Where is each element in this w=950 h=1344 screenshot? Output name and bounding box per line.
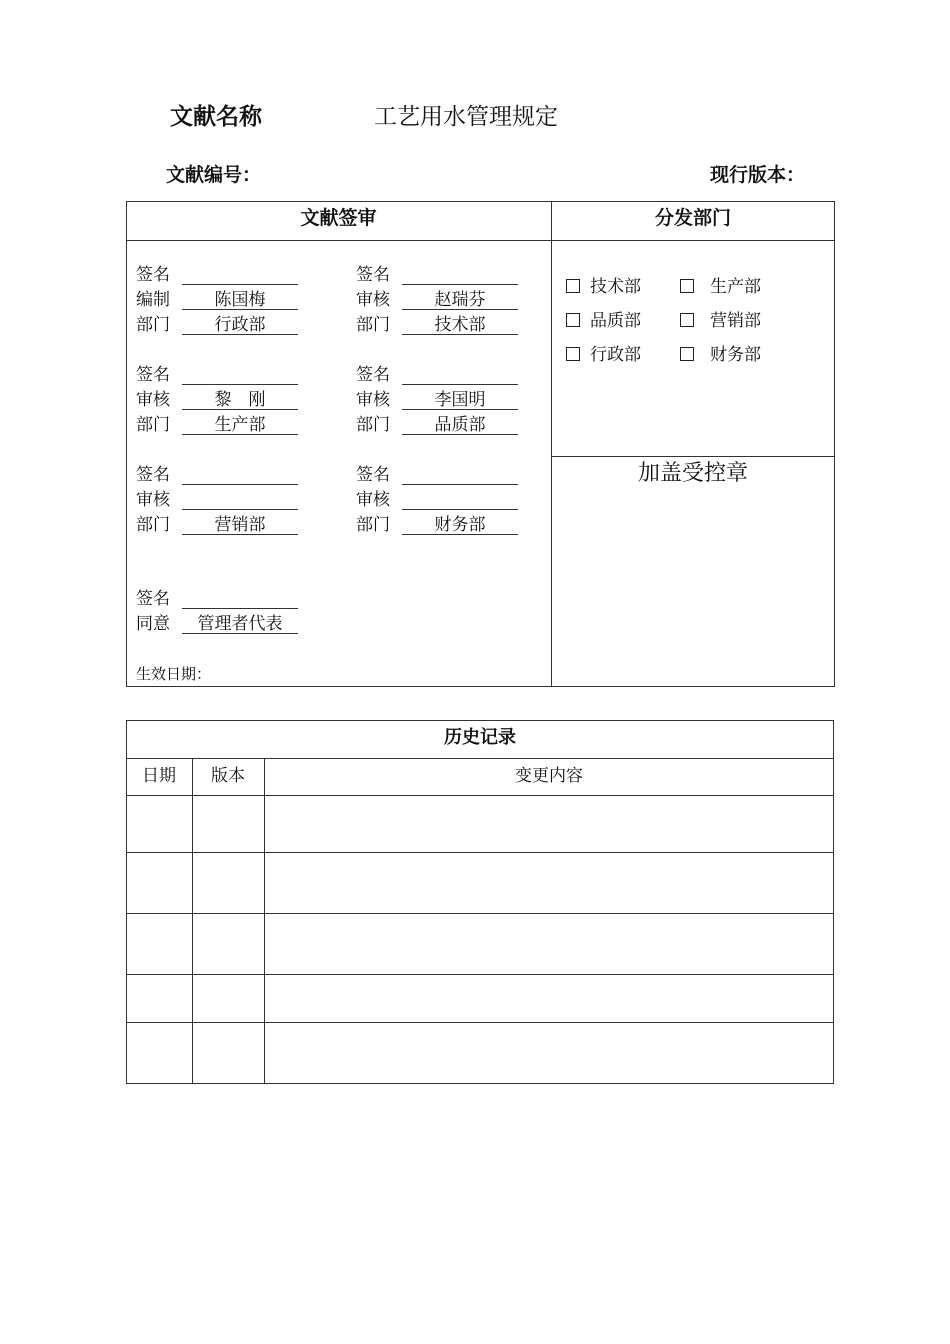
dept-value: 技术部 — [402, 314, 518, 335]
role-row — [356, 389, 486, 411]
agree-label: 同意 — [136, 614, 170, 634]
checkbox[interactable] — [566, 279, 580, 293]
role-row — [356, 289, 486, 311]
role-row — [136, 489, 182, 511]
sign-field[interactable] — [402, 264, 518, 285]
history-col-content: 变更内容 — [515, 766, 583, 786]
dept-row — [356, 514, 486, 536]
approval-sign-row — [136, 588, 182, 610]
current-version-label: 现行版本： — [709, 164, 805, 186]
sign-row — [136, 364, 182, 386]
dept-row — [136, 314, 266, 336]
dept-row — [356, 314, 486, 336]
dept-label: 部门 — [356, 515, 390, 535]
history-header-divider — [126, 758, 834, 759]
sign-field[interactable] — [402, 364, 518, 385]
dept-row — [136, 414, 266, 436]
dept-value: 行政部 — [182, 314, 298, 335]
checkbox[interactable] — [680, 347, 694, 361]
effective-date-label: 生效日期： — [136, 665, 212, 683]
dept-checkbox-label: 财务部 — [710, 345, 761, 365]
role-label: 审核 — [356, 290, 390, 310]
dept-label: 部门 — [356, 315, 390, 335]
approval-sign-field[interactable] — [182, 588, 298, 609]
dept-checkbox-item[interactable] — [680, 276, 761, 298]
dept-value: 营销部 — [182, 514, 298, 535]
sign-label: 签名 — [136, 265, 170, 285]
dept-label: 部门 — [136, 315, 170, 335]
history-col-version: 版本 — [211, 766, 245, 786]
dept-value: 生产部 — [182, 414, 298, 435]
controlled-stamp-label: 加盖受控章 — [637, 461, 748, 486]
checkbox[interactable] — [680, 313, 694, 327]
role-value: 黎 刚 — [182, 389, 298, 410]
dept-value: 品质部 — [402, 414, 518, 435]
dept-checkbox-label: 营销部 — [710, 311, 761, 331]
checkbox[interactable] — [680, 279, 694, 293]
doc-name-label: 文献名称 — [170, 104, 262, 130]
role-row — [136, 389, 266, 411]
dept-value: 财务部 — [402, 514, 518, 535]
dept-checkbox-item[interactable] — [680, 310, 761, 332]
agree-value: 管理者代表 — [182, 613, 298, 634]
sign-row — [356, 264, 402, 286]
role-label: 审核 — [136, 390, 170, 410]
history-row-divider — [126, 1022, 834, 1023]
dept-label: 部门 — [136, 415, 170, 435]
doc-number-label: 文献编号： — [166, 164, 262, 186]
dept-checkbox-item[interactable] — [566, 310, 641, 332]
role-label: 审核 — [136, 490, 170, 510]
role-label: 审核 — [356, 390, 390, 410]
history-row-divider — [126, 913, 834, 914]
dept-row — [136, 514, 266, 536]
role-field[interactable] — [182, 489, 298, 510]
dept-checkbox-label: 技术部 — [590, 277, 641, 297]
dept-checkbox-label: 行政部 — [590, 345, 641, 365]
role-label: 编制 — [136, 290, 170, 310]
sign-row — [356, 364, 402, 386]
dept-checkbox-item[interactable] — [566, 276, 641, 298]
history-row-divider — [126, 852, 834, 853]
review-section-title: 文献签审 — [300, 207, 377, 229]
dept-checkbox-label: 品质部 — [590, 311, 641, 331]
dept-label: 部门 — [136, 515, 170, 535]
role-value: 李国明 — [402, 389, 518, 410]
sign-row — [136, 264, 182, 286]
sign-label: 签名 — [136, 465, 170, 485]
review-header-divider — [126, 240, 835, 241]
sign-label: 签名 — [136, 589, 170, 609]
doc-name-value: 工艺用水管理规定 — [374, 104, 558, 130]
sign-field[interactable] — [402, 464, 518, 485]
history-col-date: 日期 — [142, 766, 176, 786]
dept-checkbox-item[interactable] — [566, 344, 641, 366]
sign-label: 签名 — [356, 465, 390, 485]
role-label: 审核 — [356, 490, 390, 510]
approval-agree-row — [136, 613, 283, 635]
dept-row — [356, 414, 486, 436]
history-section-title: 历史记录 — [444, 727, 516, 748]
dept-checkbox-label: 生产部 — [710, 277, 761, 297]
checkbox[interactable] — [566, 313, 580, 327]
review-column-divider — [551, 201, 552, 687]
role-row — [136, 289, 266, 311]
sign-label: 签名 — [356, 265, 390, 285]
sign-field[interactable] — [182, 264, 298, 285]
sign-row — [356, 464, 402, 486]
role-row — [356, 489, 402, 511]
sign-field[interactable] — [182, 464, 298, 485]
sign-row — [136, 464, 182, 486]
dept-checkbox-item[interactable] — [680, 344, 761, 366]
history-col-divider — [192, 758, 193, 1084]
history-col-divider — [264, 758, 265, 1084]
history-columns-divider — [126, 795, 834, 796]
history-row-divider — [126, 974, 834, 975]
sign-field[interactable] — [182, 364, 298, 385]
dept-label: 部门 — [356, 415, 390, 435]
checkbox[interactable] — [566, 347, 580, 361]
distribution-section-title: 分发部门 — [654, 207, 731, 229]
role-field[interactable] — [402, 489, 518, 510]
sign-label: 签名 — [136, 365, 170, 385]
role-value: 陈国梅 — [182, 289, 298, 310]
role-value: 赵瑞芬 — [402, 289, 518, 310]
sign-label: 签名 — [356, 365, 390, 385]
